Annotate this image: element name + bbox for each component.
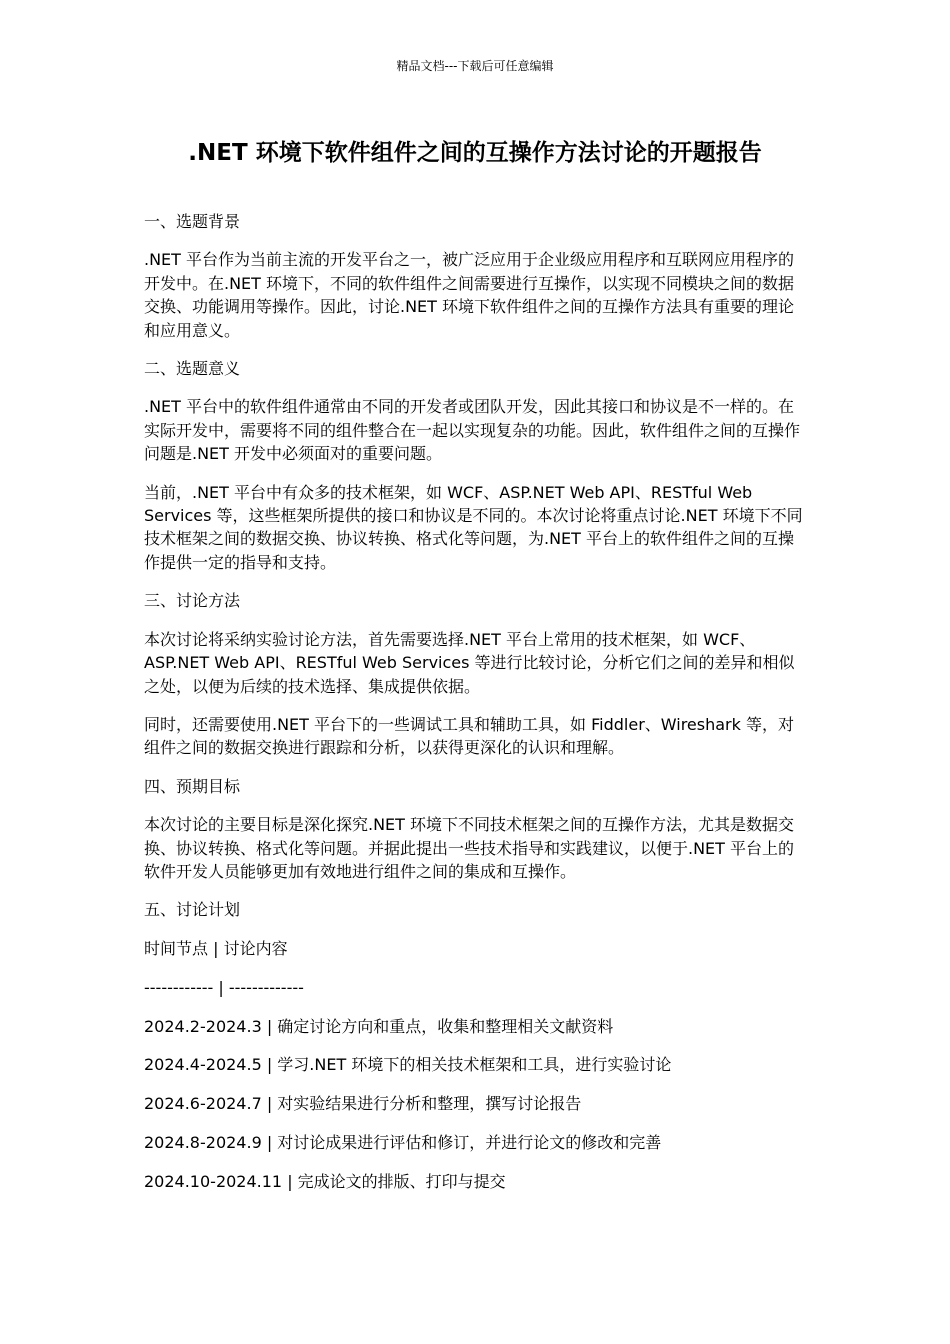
- section-heading-plan: 五、讨论计划: [144, 900, 241, 920]
- plan-table-row: 2024.2-2024.3 | 确定讨论方向和重点，收集和整理相关文献资料: [144, 1016, 614, 1036]
- plan-table-header: 时间节点 | 讨论内容: [144, 938, 288, 958]
- section-heading-goals: 四、预期目标: [144, 776, 241, 796]
- section-heading-significance: 二、选题意义: [144, 359, 241, 379]
- paragraph: 当前，.NET 平台中有众多的技术框架，如 WCF、ASP.NET Web API、RESTful Web Services 等，这些框架所提供的接口和协议是不同的。本次讨论将重点讨论.NET 环境下不同技术框架之间的数据交换、协议转换、格式化等问题，为.NET 平台上的软件组件之间的互操作提供一定的指导和支持。: [144, 482, 803, 572]
- paragraph: .NET 平台中的软件组件通常由不同的开发者或团队开发，因此其接口和协议是不一样的。在实际开发中，需要将不同的组件整合在一起以实现复杂的功能。因此，软件组件之间的互操作问题是.NET 开发中必须面对的重要问题。: [144, 397, 801, 464]
- plan-table-row: 2024.8-2024.9 | 对讨论成果进行评估和修订，并进行论文的修改和完善: [144, 1133, 662, 1153]
- paragraph: 本次讨论的主要目标是深化探究.NET 环境下不同技术框架之间的互操作方法，尤其是数据交换、协议转换、格式化等问题。并据此提出一些技术指导和实践建议，以便于.NET 平台上的软件开发人员能够更加有效地进行组件之间的集成和互操作。: [144, 815, 795, 881]
- plan-table-separator: ------------ | -------------: [144, 977, 304, 997]
- document-body: [144, 210, 808, 1209]
- paragraph: 本次讨论将采纳实验讨论方法，首先需要选择.NET 平台上常用的技术框架，如 WCF、ASP.NET Web API、RESTful Web Services 等进行比较讨论，分析它们之间的差异和相似之处，以便为后续的技术选择、集成提供依据。: [144, 629, 795, 696]
- section-heading-background: 一、选题背景: [144, 212, 241, 231]
- paragraph: .NET 平台作为当前主流的开发平台之一，被广泛应用于企业级应用程序和互联网应用程序的开发中。在.NET 环境下，不同的软件组件之间需要进行互操作，以实现不同模块之间的数据交换、功能调用等操作。因此，讨论.NET 环境下软件组件之间的互操作方法具有重要的理论和应用意义。: [144, 250, 795, 340]
- plan-table-row: 2024.6-2024.7 | 对实验结果进行分析和整理，撰写讨论报告: [144, 1094, 582, 1114]
- page-header: 精品文档---下载后可任意编辑: [396, 59, 554, 73]
- plan-table-row: 2024.10-2024.11 | 完成论文的排版、打印与提交: [144, 1172, 506, 1192]
- plan-table-row: 2024.4-2024.5 | 学习.NET 环境下的相关技术框架和工具，进行实验讨论: [144, 1055, 672, 1075]
- section-heading-method: 三、讨论方法: [144, 591, 241, 611]
- document-title: .NET 环境下软件组件之间的互操作方法讨论的开题报告: [188, 140, 762, 166]
- paragraph: 同时，还需要使用.NET 平台下的一些调试工具和辅助工具，如 Fiddler、Wireshark 等，对组件之间的数据交换进行跟踪和分析，以获得更深化的认识和理解。: [144, 714, 794, 758]
